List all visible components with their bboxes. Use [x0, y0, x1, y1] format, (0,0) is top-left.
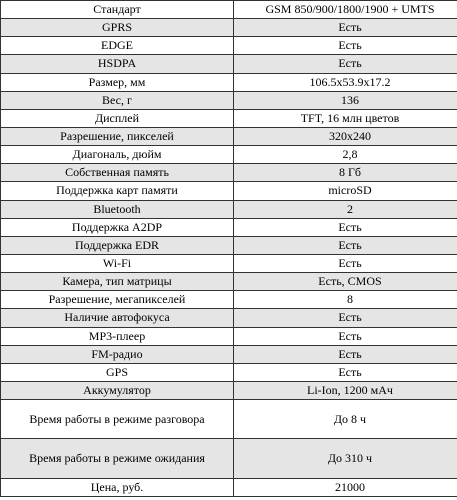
row-value: microSD	[234, 182, 457, 200]
row-value: До 8 ч	[234, 400, 457, 439]
table-row	[1, 91, 457, 109]
row-label: Собственная память	[1, 164, 234, 182]
row-value: 8	[234, 291, 457, 309]
row-value: 2,8	[234, 146, 457, 164]
row-label: HSDPA	[1, 55, 234, 73]
table-row	[1, 345, 457, 363]
table-row	[1, 146, 457, 164]
row-value: Есть, CMOS	[234, 273, 457, 291]
table-row	[1, 309, 457, 327]
table-row	[1, 19, 457, 37]
row-label: Wi-Fi	[1, 254, 234, 272]
row-label: Поддержка A2DP	[1, 218, 234, 236]
table-row	[1, 1, 457, 19]
table-row	[1, 127, 457, 145]
row-value: 21000	[234, 478, 457, 496]
table-row	[1, 218, 457, 236]
row-value: 136	[234, 91, 457, 109]
row-label: FM-радио	[1, 345, 234, 363]
table-row	[1, 363, 457, 381]
table-row	[1, 73, 457, 91]
table-row	[1, 200, 457, 218]
table-row	[1, 400, 457, 439]
row-value: 320x240	[234, 127, 457, 145]
row-value: 2	[234, 200, 457, 218]
row-value: Есть	[234, 37, 457, 55]
row-label: Разрешение, пикселей	[1, 127, 234, 145]
row-value: До 310 ч	[234, 439, 457, 478]
row-label: Вес, г	[1, 91, 234, 109]
row-label: Размер, мм	[1, 73, 234, 91]
row-label: Bluetooth	[1, 200, 234, 218]
row-label: Наличие автофокуса	[1, 309, 234, 327]
table-row	[1, 327, 457, 345]
row-value: Есть	[234, 218, 457, 236]
row-label: Камера, тип матрицы	[1, 273, 234, 291]
row-label: MP3-плеер	[1, 327, 234, 345]
row-value: Li-Ion, 1200 мАч	[234, 381, 457, 399]
row-label: EDGE	[1, 37, 234, 55]
table-row	[1, 182, 457, 200]
row-label: GPS	[1, 363, 234, 381]
row-value: GSM 850/900/1800/1900 + UMTS	[234, 1, 457, 19]
row-value: Есть	[234, 327, 457, 345]
row-label: Стандарт	[1, 1, 234, 19]
row-value: 8 Гб	[234, 164, 457, 182]
row-label: Разрешение, мегапикселей	[1, 291, 234, 309]
row-value: Есть	[234, 345, 457, 363]
row-label: Поддержка карт памяти	[1, 182, 234, 200]
row-value: Есть	[234, 55, 457, 73]
row-label: Время работы в режиме ожидания	[1, 439, 234, 478]
row-value: 106.5x53.9x17.2	[234, 73, 457, 91]
table-row	[1, 55, 457, 73]
table-row	[1, 254, 457, 272]
table-row	[1, 381, 457, 399]
row-value: TFT, 16 млн цветов	[234, 109, 457, 127]
table-row	[1, 291, 457, 309]
table-row	[1, 478, 457, 496]
row-value: Есть	[234, 309, 457, 327]
row-label: Диагональ, дюйм	[1, 146, 234, 164]
table-row	[1, 273, 457, 291]
row-value: Есть	[234, 363, 457, 381]
row-label: GPRS	[1, 19, 234, 37]
row-value: Есть	[234, 236, 457, 254]
row-value: Есть	[234, 19, 457, 37]
row-label: Поддержка EDR	[1, 236, 234, 254]
row-label: Время работы в режиме разговора	[1, 400, 234, 439]
table-row	[1, 37, 457, 55]
row-label: Цена, руб.	[1, 478, 234, 496]
row-label: Аккумулятор	[1, 381, 234, 399]
table-row	[1, 439, 457, 478]
row-value: Есть	[234, 254, 457, 272]
row-label: Дисплей	[1, 109, 234, 127]
table-row	[1, 164, 457, 182]
table-row	[1, 109, 457, 127]
table-row	[1, 236, 457, 254]
